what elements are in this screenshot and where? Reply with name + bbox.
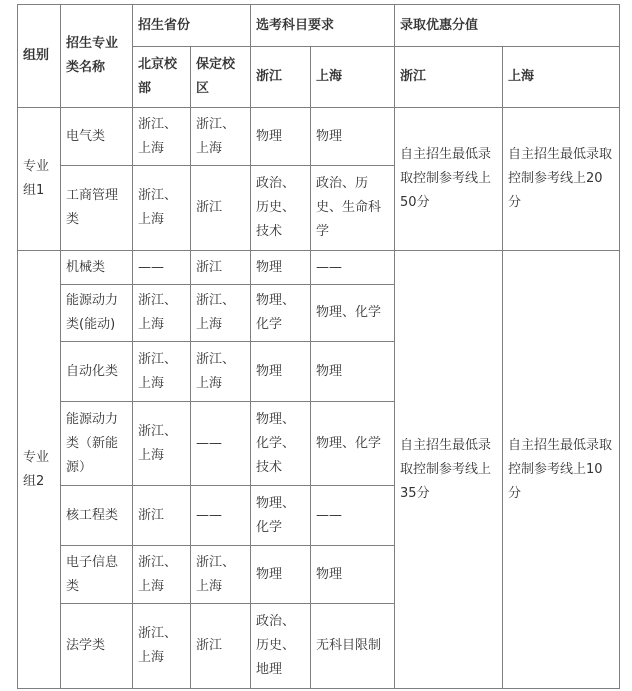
subject-zhejiang-cell: 物理、化学: [251, 486, 311, 546]
subject-zhejiang-cell: 物理: [251, 108, 311, 166]
group-name: 专业组2: [18, 251, 61, 689]
subject-zhejiang-cell: 物理: [251, 546, 311, 604]
beijing-cell: 浙江、上海: [133, 604, 191, 689]
subject-shanghai-cell: 物理: [311, 546, 395, 604]
subject-zhejiang-cell: 物理: [251, 251, 311, 285]
baoding-cell: ——: [191, 402, 251, 486]
beijing-cell: 浙江、上海: [133, 108, 191, 166]
header-beijing: 北京校部: [133, 47, 191, 108]
bonus-shanghai-cell: 自主招生最低录取控制参考线上10分: [503, 251, 620, 689]
header-subjects: 选考科目要求: [251, 5, 395, 47]
subject-shanghai-cell: ——: [311, 486, 395, 546]
subject-shanghai-cell: 无科目限制: [311, 604, 395, 689]
major-name: 电子信息类: [61, 546, 133, 604]
major-name: 自动化类: [61, 342, 133, 402]
baoding-cell: 浙江: [191, 251, 251, 285]
subject-zhejiang-cell: 政治、历史、技术: [251, 166, 311, 251]
header-bonus: 录取优惠分值: [395, 5, 620, 47]
header-bonus-zhejiang: 浙江: [395, 47, 503, 108]
beijing-cell: 浙江: [133, 486, 191, 546]
baoding-cell: 浙江、上海: [191, 285, 251, 342]
baoding-cell: 浙江、上海: [191, 108, 251, 166]
major-name: 机械类: [61, 251, 133, 285]
group-name: 专业组1: [18, 108, 61, 251]
table-row: [18, 251, 620, 285]
bonus-shanghai-cell: 自主招生最低录取控制参考线上20分: [503, 108, 620, 251]
header-province: 招生省份: [133, 5, 251, 47]
bonus-zhejiang-cell: 自主招生最低录取控制参考线上50分: [395, 108, 503, 251]
admission-table: [17, 4, 620, 689]
subject-shanghai-cell: 物理、化学: [311, 402, 395, 486]
baoding-cell: 浙江: [191, 166, 251, 251]
subject-shanghai-cell: 物理、化学: [311, 285, 395, 342]
subject-shanghai-cell: 物理: [311, 108, 395, 166]
subject-shanghai-cell: 政治、历史、生命科学: [311, 166, 395, 251]
major-name: 工商管理类: [61, 166, 133, 251]
header-baoding: 保定校区: [191, 47, 251, 108]
subject-zhejiang-cell: 物理、化学、技术: [251, 402, 311, 486]
major-name: 电气类: [61, 108, 133, 166]
major-name: 能源动力类（新能源）: [61, 402, 133, 486]
baoding-cell: 浙江、上海: [191, 546, 251, 604]
baoding-cell: 浙江: [191, 604, 251, 689]
table-row: [18, 108, 620, 166]
header-group: 组别: [18, 5, 61, 108]
beijing-cell: ——: [133, 251, 191, 285]
header-bonus-shanghai: 上海: [503, 47, 620, 108]
subject-zhejiang-cell: 物理: [251, 342, 311, 402]
header-row-1: [18, 5, 620, 47]
beijing-cell: 浙江、上海: [133, 402, 191, 486]
major-name: 核工程类: [61, 486, 133, 546]
subject-shanghai-cell: 物理: [311, 342, 395, 402]
header-subject-zhejiang: 浙江: [251, 47, 311, 108]
beijing-cell: 浙江、上海: [133, 546, 191, 604]
beijing-cell: 浙江、上海: [133, 285, 191, 342]
bonus-zhejiang-cell: 自主招生最低录取控制参考线上35分: [395, 251, 503, 689]
major-name: 能源动力类(能动): [61, 285, 133, 342]
beijing-cell: 浙江、上海: [133, 342, 191, 402]
baoding-cell: 浙江、上海: [191, 342, 251, 402]
major-name: 法学类: [61, 604, 133, 689]
subject-shanghai-cell: ——: [311, 251, 395, 285]
header-subject-shanghai: 上海: [311, 47, 395, 108]
subject-zhejiang-cell: 政治、历史、地理: [251, 604, 311, 689]
baoding-cell: ——: [191, 486, 251, 546]
beijing-cell: 浙江、上海: [133, 166, 191, 251]
subject-zhejiang-cell: 物理、化学: [251, 285, 311, 342]
header-major: 招生专业类名称: [61, 5, 133, 108]
